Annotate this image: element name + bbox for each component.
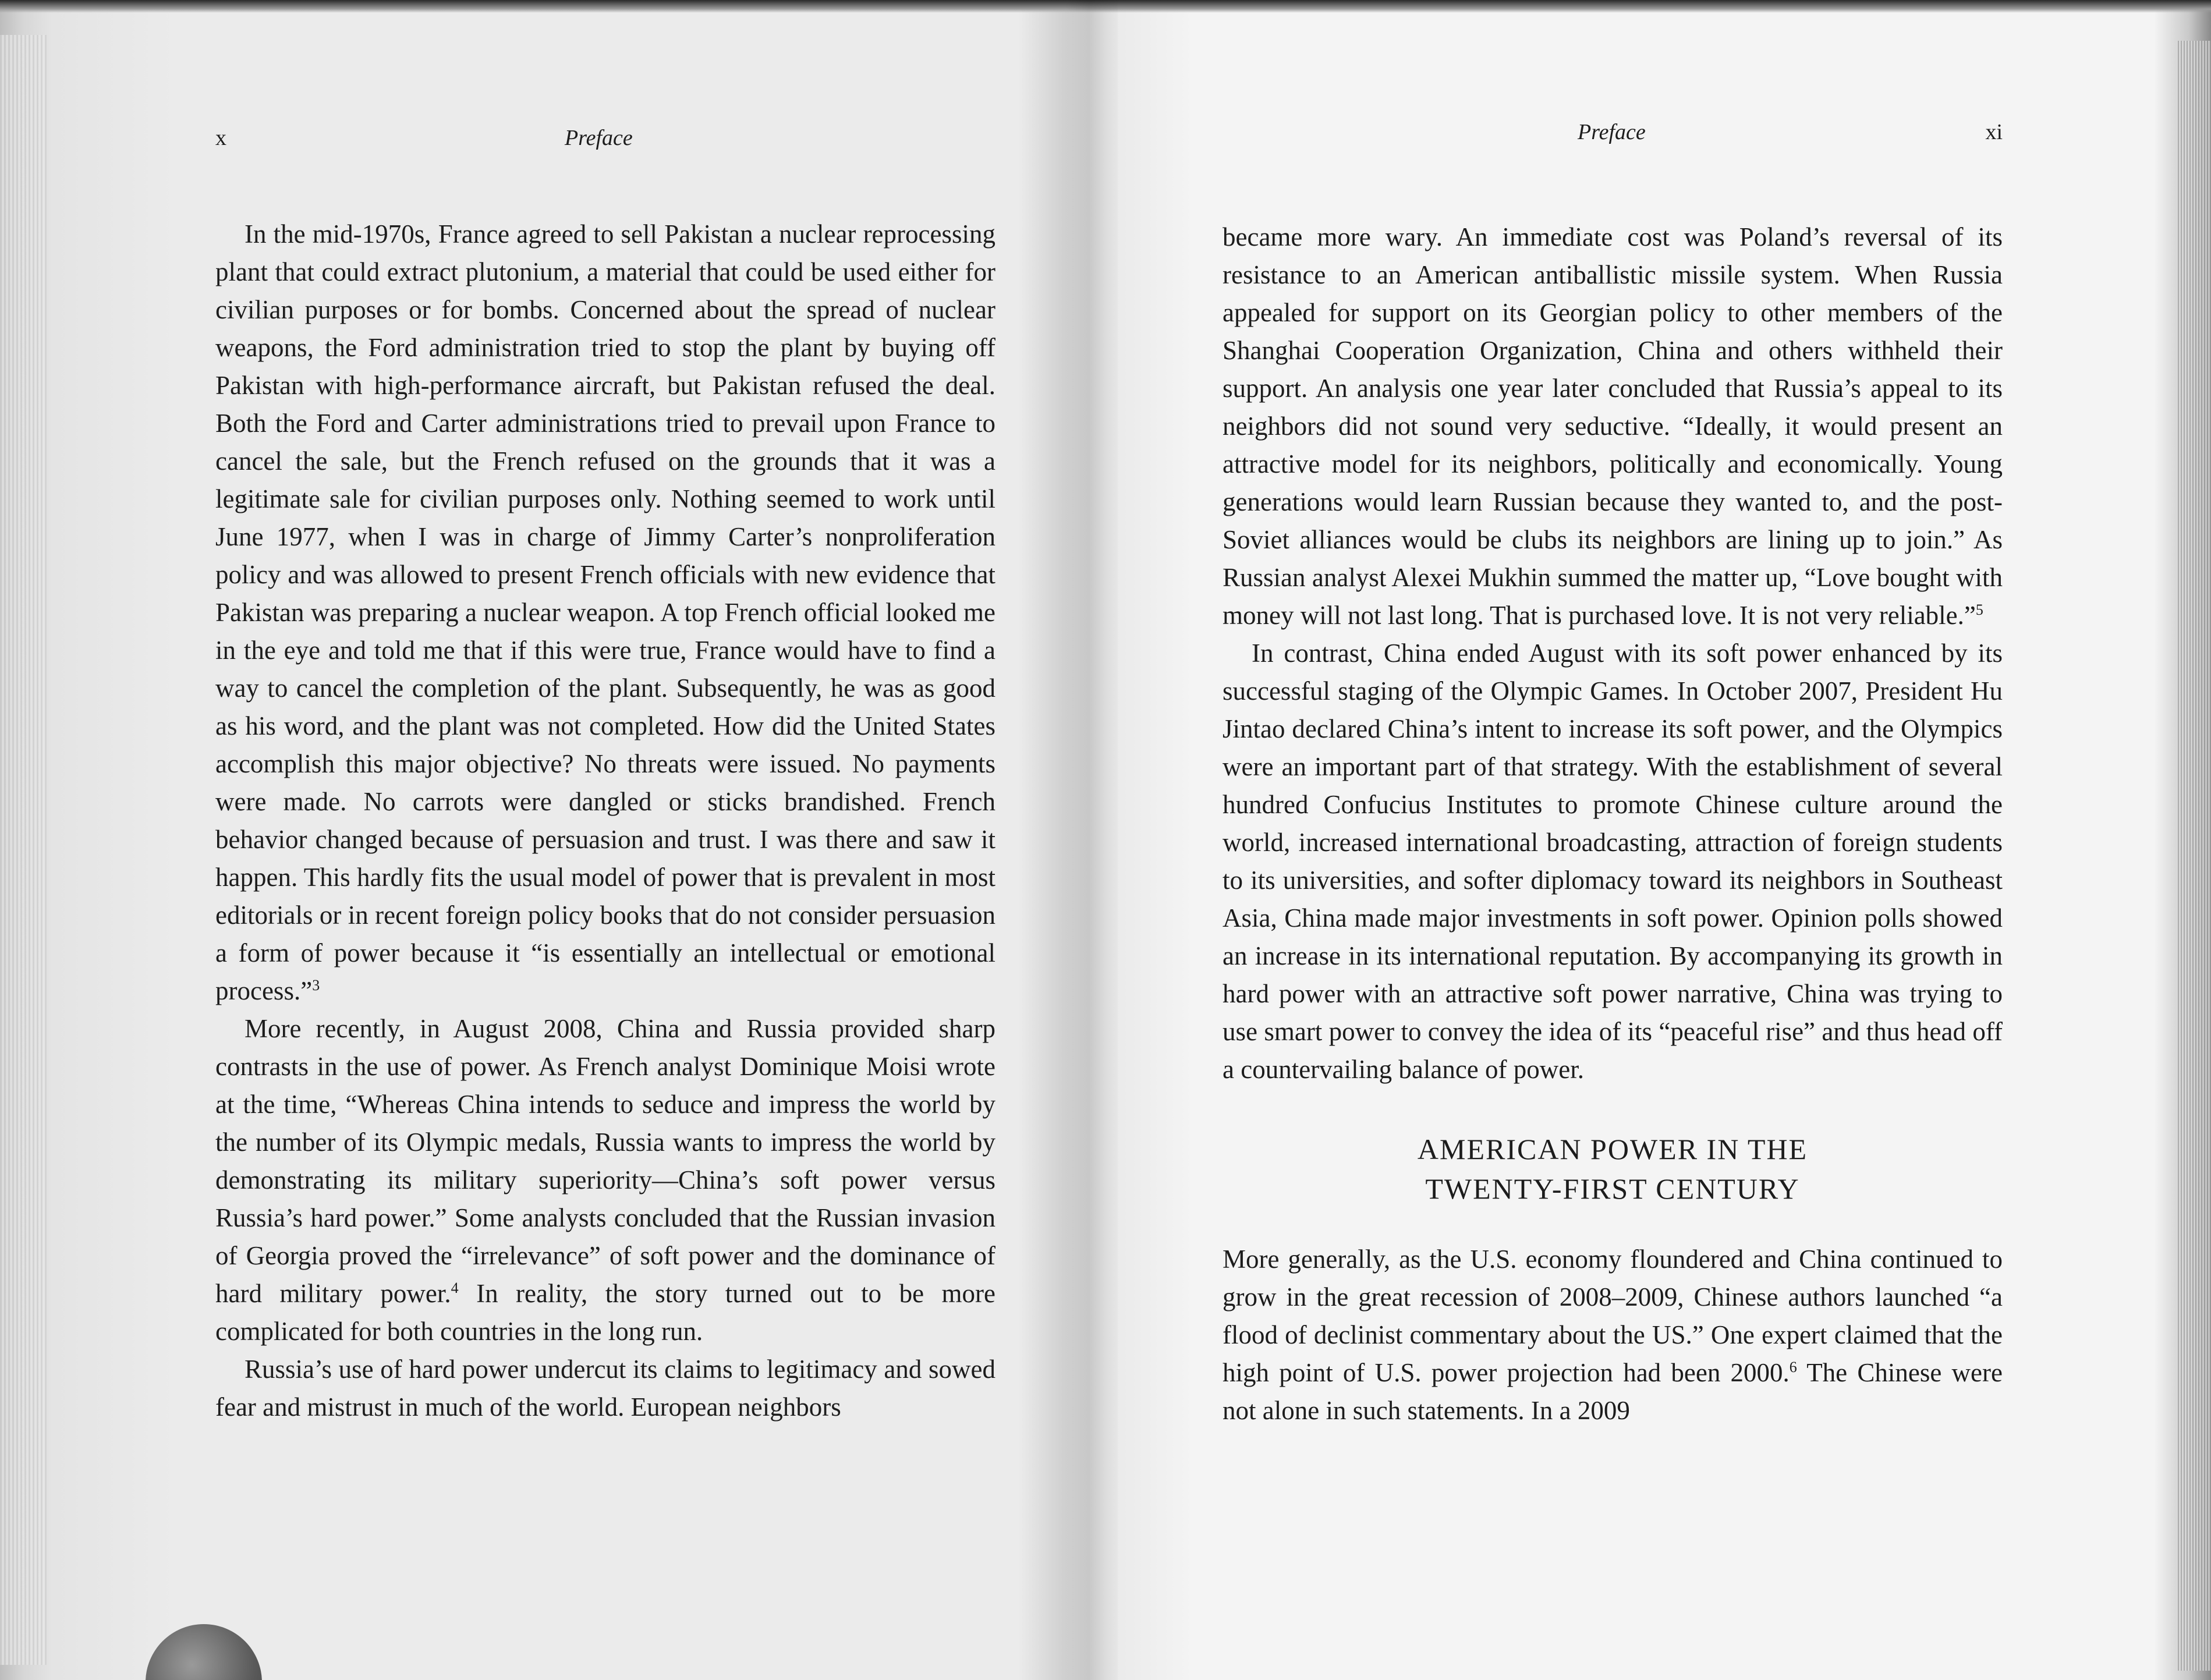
running-title-left: Preface bbox=[565, 126, 633, 150]
paragraph-text: became more wary. An immediate cost was Poland’s reversal of its resistance to an American antiballistic missile system. When Russia appealed for support on its Georgian policy to other members of the Shanghai Cooperation Organization, China and others withheld their support. An analysis one year later concluded that Russia’s appeal to its neighbors did not sound very seductive. “Ideally, it would present an attractive model for its neighbors, politically and economically. Young generations would learn Russian because they wanted to, and the post-Soviet alliances would be clubs its neighbors are lining up to join.” As Russian analyst Alexei Mukhin summed the matter up, “Love bought with money will not last long. That is purchased love. It is not very reliable.” bbox=[1223, 222, 2003, 630]
page-number-right: xi bbox=[1985, 120, 2003, 144]
paragraph-text: Russia’s use of hard power undercut its claims to legitimacy and sowed fear and mistrust in much of the world. European neighbors bbox=[215, 1355, 995, 1422]
footnote-ref: 6 bbox=[1789, 1359, 1797, 1376]
left-page-edges bbox=[0, 35, 47, 1665]
page-number-left: x bbox=[215, 126, 226, 150]
paragraph-text: More recently, in August 2008, China and Russia provided sharp contrasts in the use of power. As French analyst Dominique Moisi wrote at the time, “Whereas China intends to seduce and impress the world by the number of its Olympic medals, Russia wants to impress the world by demonstrating its military superiority—China’s soft power versus Russia’s hard power.” Some analysts concluded that the Russian invasion of Georgia proved the “irrelevance” of soft power and the dominance of hard military power. bbox=[215, 1014, 995, 1308]
paragraph bbox=[215, 215, 995, 1010]
right-running-head bbox=[1223, 119, 2003, 154]
paragraph bbox=[1223, 1240, 2003, 1430]
footnote-ref: 3 bbox=[312, 977, 320, 994]
left-running-head bbox=[215, 125, 995, 160]
section-heading bbox=[1223, 1129, 2003, 1208]
section-heading-line: AMERICAN POWER IN THE bbox=[1417, 1133, 1808, 1165]
paragraph bbox=[1223, 218, 2003, 635]
footnote-ref: 5 bbox=[1975, 601, 1983, 618]
paragraph bbox=[1223, 635, 2003, 1089]
book-gutter bbox=[1065, 0, 1118, 1680]
left-page bbox=[215, 125, 995, 1426]
paragraph-text: In the mid-1970s, France agreed to sell Pakistan a nuclear reprocessing plant that could extract plutonium, a material that could be used either for civilian purposes or for bombs. Concerned about the spread of nuclear weapons, the Ford administration tried to stop the plant by buying off Pakistan with high-performance aircraft, but Pakistan refused the deal. Both the Ford and Carter administrations tried to prevail upon France to cancel the sale, but the French refused on the grounds that it was a legitimate sale for civilian purposes only. Nothing seemed to work until June 1977, when I was in charge of Jimmy Carter’s nonproliferation policy and was allowed to present French officials with new evidence that Pakistan was preparing a nuclear weapon. A top French official looked me in the eye and told me that if this were true, France would have to find a way to cancel the completion of the plant. Subsequently, he was as good as his word, and the plant was not completed. How did the United States accomplish this major objective? No threats were issued. No payments were made. No carrots were dangled or sticks brandished. French behavior changed because of persuasion and trust. I was there and saw it happen. This hardly fits the usual model of power that is prevalent in most editorials or in recent foreign policy books that do not consider persuasion a form of power because it “is essentially an intellectual or emotional process.” bbox=[215, 219, 995, 1005]
right-page-edges bbox=[2176, 41, 2211, 1671]
section-heading-line: TWENTY-FIRST CENTURY bbox=[1425, 1172, 1800, 1205]
paragraph-text: The Chinese were not alone in such statements. In a 2009 bbox=[1223, 1358, 2003, 1425]
right-page bbox=[1223, 119, 2003, 1430]
footnote-ref: 4 bbox=[451, 1280, 459, 1296]
paragraph bbox=[215, 1351, 995, 1426]
paragraph-text: In reality, the story turned out to be more complicated for both countries in the long run. bbox=[215, 1279, 995, 1346]
paragraph-text: More generally, as the U.S. economy floundered and China continued to grow in the great recession of 2008–2009, Chinese authors launched “a flood of declinist commentary about the US.” One expert claimed that the high point of U.S. power projection had been 2000. bbox=[1223, 1245, 2003, 1387]
paragraph bbox=[215, 1010, 995, 1351]
thumb-shadow bbox=[146, 1624, 262, 1680]
right-body-text bbox=[1223, 218, 2003, 1430]
running-title-right: Preface bbox=[1578, 120, 1646, 144]
left-body-text bbox=[215, 215, 995, 1426]
paragraph-text: In contrast, China ended August with its soft power enhanced by its successful staging of the Olympic Games. In October 2007, President Hu Jintao declared China’s intent to increase its soft power, and the Olympics were an important part of that strategy. With the establishment of several hundred Confucius Institutes to promote Chinese culture around the world, increased international broadcasting, attraction of foreign students to its universities, and softer diplomacy toward its neighbors in Southeast Asia, China made major investments in soft power. Opinion polls showed an increase in its international reputation. By accompanying its growth in hard power with an attractive soft power narrative, China was trying to use smart power to convey the idea of its “peaceful rise” and thus head off a countervailing balance of power. bbox=[1223, 639, 2003, 1084]
